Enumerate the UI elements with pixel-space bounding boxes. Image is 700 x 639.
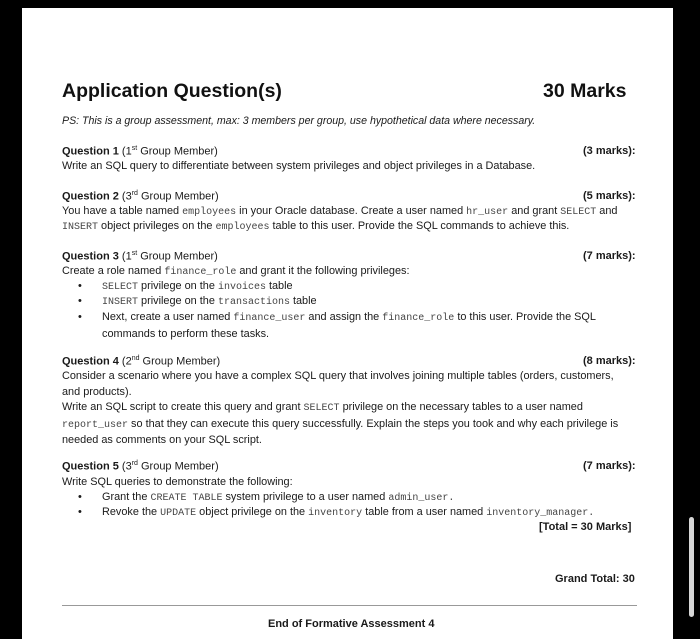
question-1-marks: (3 marks):: [583, 145, 636, 157]
question-2-heading: Question 2 (3rd Group Member): [62, 190, 219, 203]
question-1-label: Question 1: [62, 145, 119, 158]
question-2-label: Question 2: [62, 190, 119, 203]
question-4-label: Question 4: [62, 355, 119, 368]
question-5-marks: (7 marks):: [583, 460, 636, 472]
list-item: • SELECT privilege on the invoices table: [78, 280, 293, 293]
question-5-total: [Total = 30 Marks]: [539, 521, 632, 533]
list-item: • Revoke the UPDATE object privilege on the inventory table from a user named inventory_manager.: [78, 506, 595, 519]
question-3-label: Question 3: [62, 250, 119, 263]
list-item: • Next, create a user named finance_user and assign the finance_role to this user. Provide the SQL commands to perform these tasks.: [78, 311, 596, 340]
divider: [62, 605, 637, 606]
question-3-text: Create a role named finance_role and grant it the following privileges:: [62, 265, 410, 278]
document-page: [22, 8, 673, 639]
scrollbar-thumb[interactable]: [689, 517, 694, 617]
bullet-icon: •: [78, 311, 82, 323]
grand-total: Grand Total: 30: [555, 573, 635, 585]
question-1-heading: Question 1 (1st Group Member): [62, 145, 218, 158]
question-4-marks: (8 marks):: [583, 355, 636, 367]
question-4-heading: Question 4 (2nd Group Member): [62, 355, 221, 368]
list-item: • INSERT privilege on the transactions table: [78, 295, 317, 308]
question-5-label: Question 5: [62, 460, 119, 473]
footer-text: End of Formative Assessment 4: [268, 618, 435, 630]
page-title: Application Question(s): [62, 80, 282, 102]
question-2-marks: (5 marks):: [583, 190, 636, 202]
question-3-heading: Question 3 (1st Group Member): [62, 250, 218, 263]
question-4-text: Consider a scenario where you have a complex SQL query that involves joining multiple tables (orders, customers, and products). Write an SQL script to create this query and grant SELECT privilege on the necessary tables to a user named report_user so that they can execute this query successfully. Explain the steps you took and why each privilege is needed as comments on your SQL script.: [62, 370, 619, 446]
total-marks-heading: 30 Marks: [543, 80, 627, 102]
bullet-icon: •: [78, 295, 82, 307]
question-1-text: Write an SQL query to differentiate between system privileges and object privileges in a Database.: [62, 160, 536, 172]
question-3-marks: (7 marks):: [583, 250, 636, 262]
list-item: • Grant the CREATE TABLE system privilege to a user named admin_user.: [78, 491, 455, 504]
ps-note: PS: This is a group assessment, max: 3 members per group, use hypothetical data where necessary.: [62, 115, 536, 127]
bullet-icon: •: [78, 491, 82, 503]
bullet-icon: •: [78, 280, 82, 292]
bullet-icon: •: [78, 506, 82, 518]
question-2-text-line-2: INSERT object privileges on the employees table to this user. Provide the SQL commands to achieve this.: [62, 220, 570, 233]
question-5-heading: Question 5 (3rd Group Member): [62, 460, 219, 473]
question-5-text: Write SQL queries to demonstrate the following:: [62, 476, 293, 488]
question-2-text-line-1: You have a table named employees in your Oracle database. Create a user named hr_user and grant SELECT and: [62, 205, 618, 218]
